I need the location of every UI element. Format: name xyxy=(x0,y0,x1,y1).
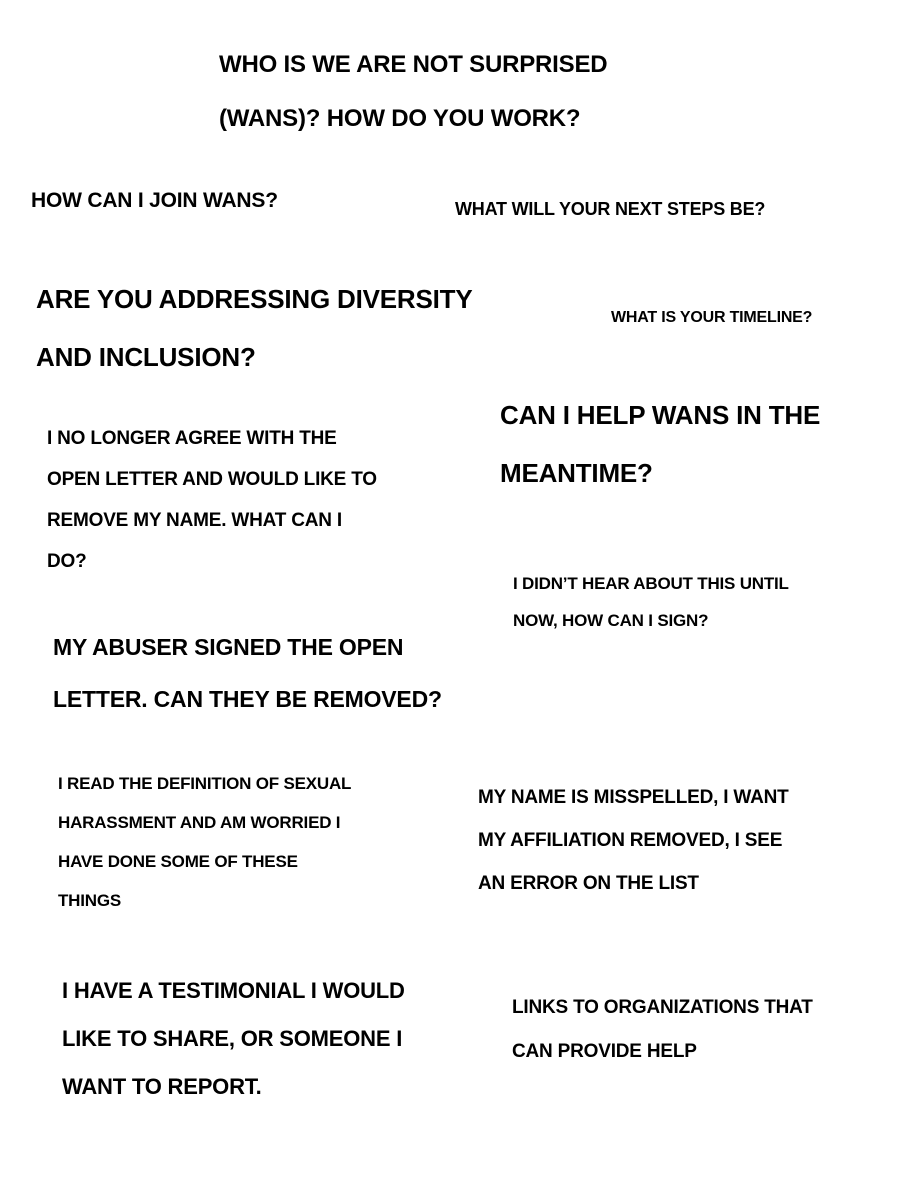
faq-link-line: WANT TO REPORT. xyxy=(62,1074,262,1099)
faq-link-line: LETTER. CAN THEY BE REMOVED? xyxy=(53,686,442,712)
faq-link-join-wans[interactable] xyxy=(31,183,278,219)
faq-link-remove-my-name[interactable] xyxy=(47,418,377,582)
faq-link-help-meantime[interactable] xyxy=(500,386,820,502)
faq-link-who-is-wans[interactable] xyxy=(219,38,607,146)
faq-link-line: I HAVE A TESTIMONIAL I WOULD xyxy=(62,978,405,1003)
faq-link-line: ARE YOU ADDRESSING DIVERSITY xyxy=(36,284,473,314)
faq-link-line: MY ABUSER SIGNED THE OPEN xyxy=(53,634,404,660)
faq-link-line: MY AFFILIATION REMOVED, I SEE xyxy=(478,830,783,851)
faq-link-abuser-signed[interactable] xyxy=(53,621,442,725)
faq-link-help-organizations[interactable] xyxy=(512,986,813,1074)
faq-link-line: (WANS)? HOW DO YOU WORK? xyxy=(219,105,581,132)
faq-link-line: CAN I HELP WANS IN THE xyxy=(500,400,821,430)
faq-link-share-testimonial[interactable] xyxy=(62,967,405,1111)
faq-link-line: WHO IS WE ARE NOT SURPRISED xyxy=(219,51,608,78)
faq-link-line: AND INCLUSION? xyxy=(36,342,256,372)
faq-link-line: LINKS TO ORGANIZATIONS THAT xyxy=(512,997,813,1018)
faq-link-line: AN ERROR ON THE LIST xyxy=(478,873,699,894)
faq-link-harassment-definition[interactable] xyxy=(58,764,351,920)
faq-link-line: HAVE DONE SOME OF THESE xyxy=(58,852,298,871)
faq-link-line: REMOVE MY NAME. WHAT CAN I xyxy=(47,510,342,531)
faq-link-line: DO? xyxy=(47,551,87,572)
faq-link-line: CAN PROVIDE HELP xyxy=(512,1041,697,1062)
faq-link-line: OPEN LETTER AND WOULD LIKE TO xyxy=(47,469,377,490)
faq-link-next-steps[interactable] xyxy=(455,192,765,226)
faq-link-line: I DIDN’T HEAR ABOUT THIS UNTIL xyxy=(513,574,789,593)
faq-link-line: MEANTIME? xyxy=(500,458,653,488)
faq-link-line: THINGS xyxy=(58,891,122,910)
faq-link-line: LIKE TO SHARE, OR SOMEONE I xyxy=(62,1026,403,1051)
faq-link-diversity-inclusion[interactable] xyxy=(36,270,472,386)
faq-link-line: HOW CAN I JOIN WANS? xyxy=(31,189,278,212)
faq-link-line: I READ THE DEFINITION OF SEXUAL xyxy=(58,774,352,793)
faq-link-line: HARASSMENT AND AM WORRIED I xyxy=(58,813,341,832)
faq-link-timeline[interactable] xyxy=(611,303,812,333)
faq-link-line: WHAT WILL YOUR NEXT STEPS BE? xyxy=(455,199,766,219)
faq-link-error-on-list[interactable] xyxy=(478,776,789,905)
faq-link-how-to-sign[interactable] xyxy=(513,565,789,639)
faq-link-line: MY NAME IS MISSPELLED, I WANT xyxy=(478,787,789,808)
faq-link-line: WHAT IS YOUR TIMELINE? xyxy=(611,309,813,326)
faq-link-line: NOW, HOW CAN I SIGN? xyxy=(513,611,709,630)
faq-link-line: I NO LONGER AGREE WITH THE xyxy=(47,428,337,449)
